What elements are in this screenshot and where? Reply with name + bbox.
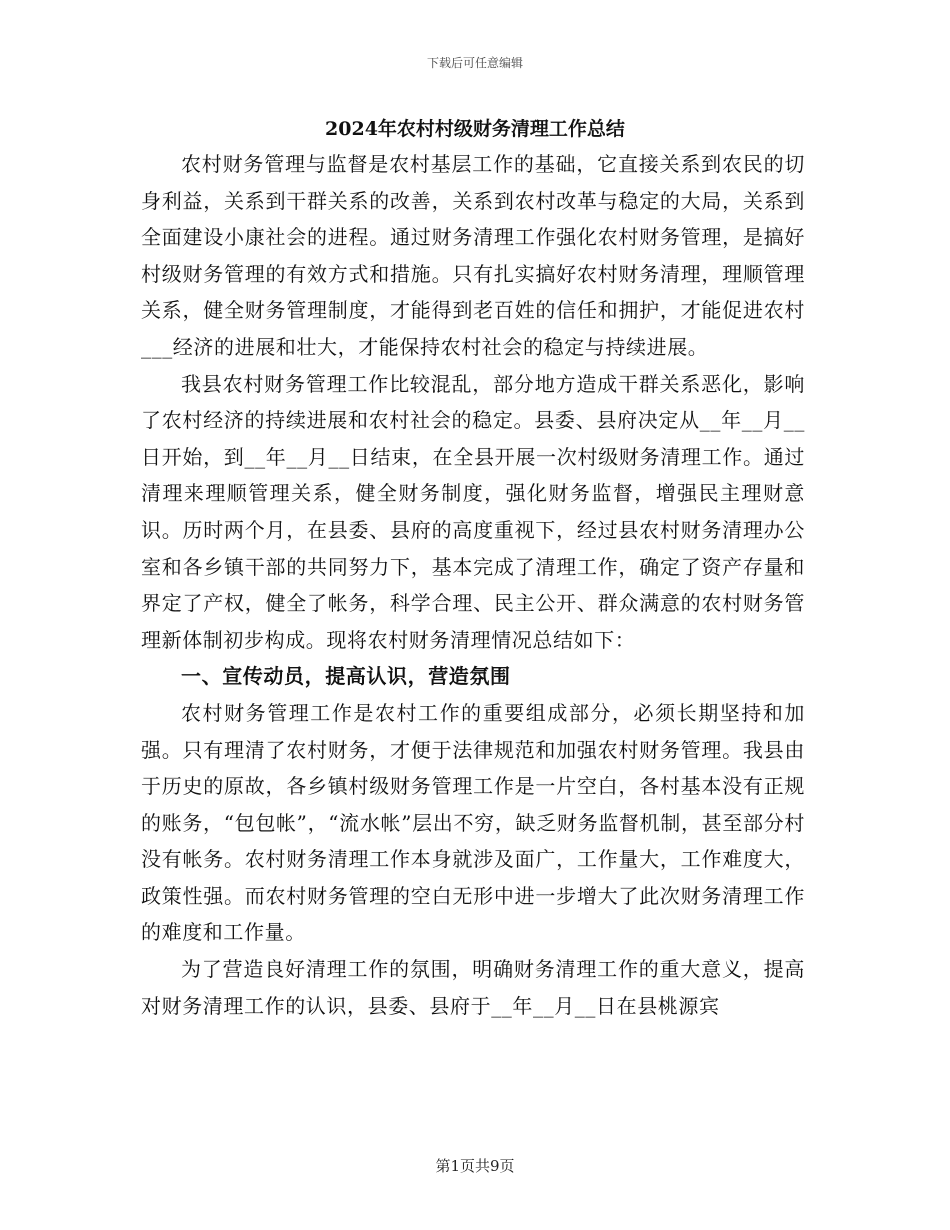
section-heading-1: 一、宣传动员，提高认识，营造氛围 <box>181 664 511 689</box>
paragraph-background: 我县农村财务管理工作比较混乱，部分地方造成干群关系恶化，影响了农村经济的持续进展和农村社会的稳定。县委、县府决定从__年__月__日开始，到__年__月__日结束，在全县开展一次村级财务清理工作。通过清理来理顺管理关系，健全财务制度，强化财务监督，增强民主理财意识。历时两个月，在县委、县府的高度重视下，经过县农村财务清理办公室和各乡镇干部的共同努力下，基本完成了清理工作，确定了资产存量和界定了产权，健全了帐务，科学合理、民主公开、群众满意的农村财务管理新体制初步构成。现将农村财务清理情况总结如下： <box>141 371 805 652</box>
document-body <box>141 146 805 1024</box>
paragraph-section1-b: 为了营造良好清理工作的氛围，明确财务清理工作的重大意义，提高对财务清理工作的认识，县委、县府于__年__月__日在县桃源宾 <box>141 957 805 1018</box>
page-footer: 第1页共9页 <box>435 1157 515 1175</box>
paragraph-section1-a: 农村财务管理工作是农村工作的重要组成部分，必须长期坚持和加强。只有理清了农村财务，才便于法律规范和加强农村财务管理。我县由于历史的原故，各乡镇村级财务管理工作是一片空白，各村基本没有正规的账务，“包包帐”，“流水帐”层出不穷，缺乏财务监督机制，甚至部分村没有帐务。农村财务清理工作本身就涉及面广，工作量大，工作难度大，政策性强。而农村财务管理的空白无形中进一步增大了此次财务清理工作的难度和工作量。 <box>141 700 805 945</box>
paragraph-intro: 农村财务管理与监督是农村基层工作的基础，它直接关系到农民的切身利益，关系到干群关系的改善，关系到农村改革与稳定的大局，关系到全面建设小康社会的进程。通过财务清理工作强化农村财务管理，是搞好村级财务管理的有效方式和措施。只有扎实搞好农村财务清理，理顺管理关系，健全财务管理制度，才能得到老百姓的信任和拥护，才能促进农村___经济的进展和壮大，才能保持农村社会的稳定与持续进展。 <box>141 152 805 359</box>
document-title: 2024年农村村级财务清理工作总结 <box>325 118 625 140</box>
header-note: 下载后可任意编辑 <box>426 56 523 70</box>
